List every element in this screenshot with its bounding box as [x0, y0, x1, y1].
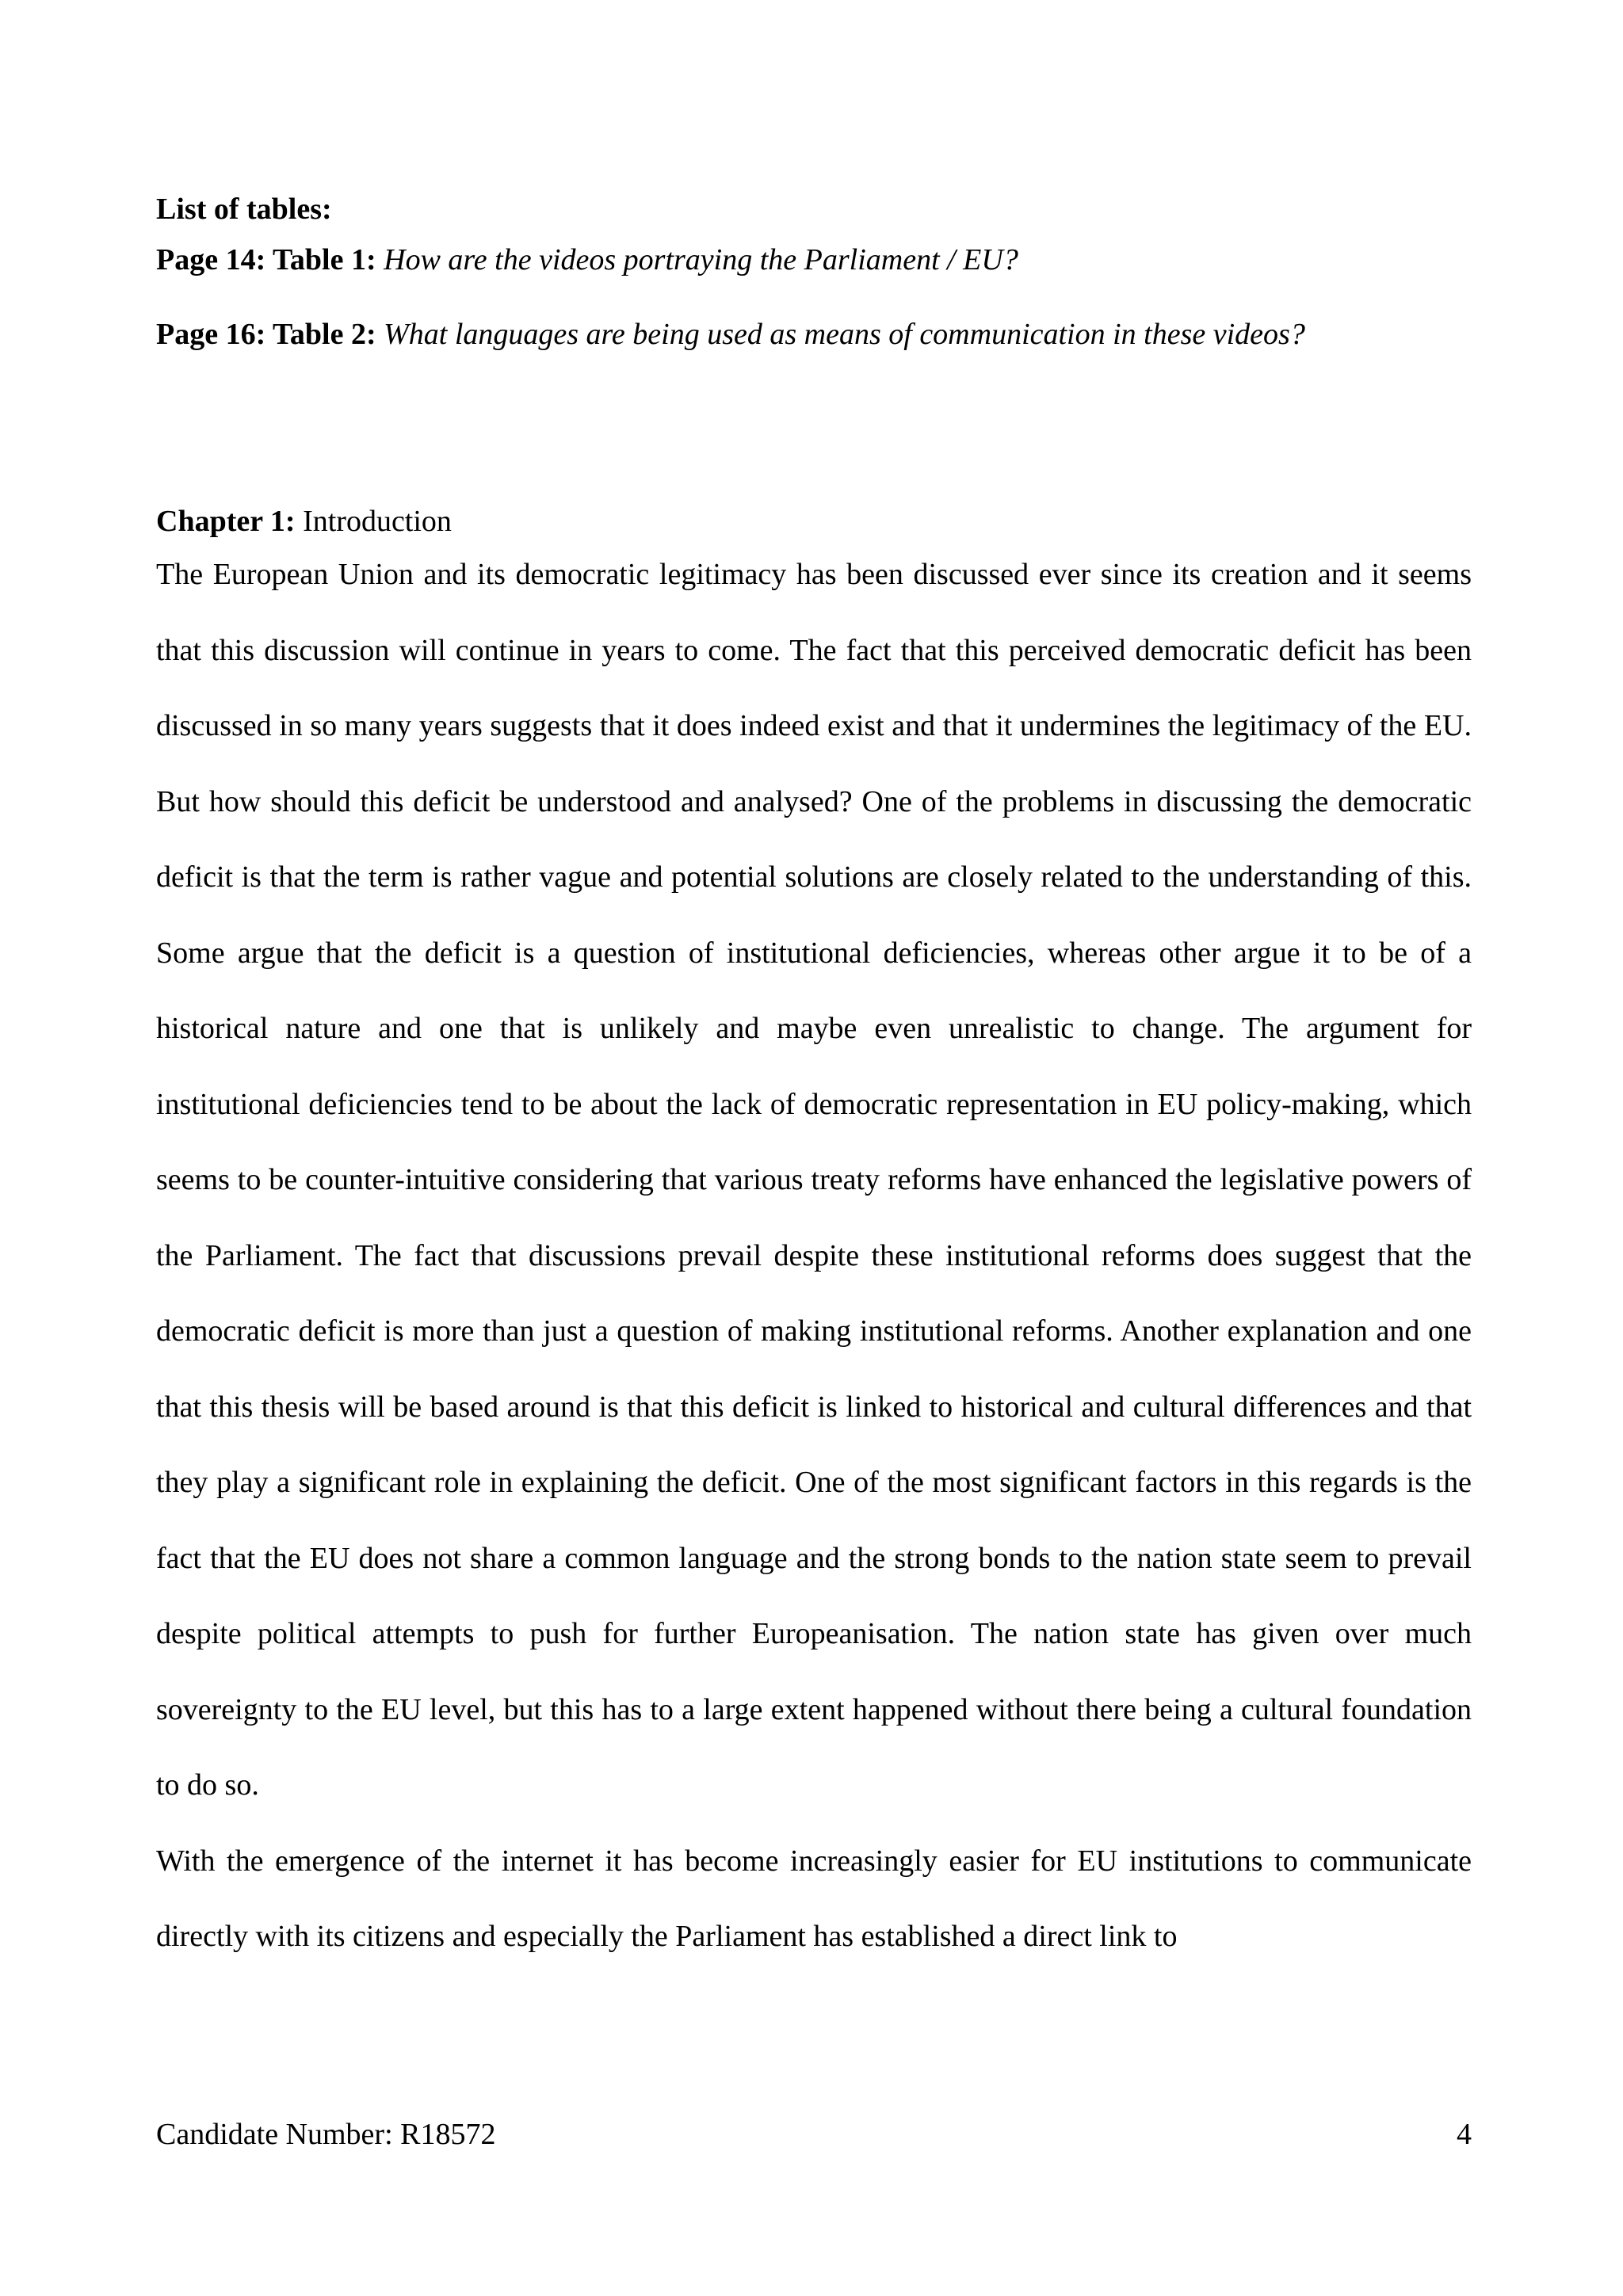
list-of-tables-heading: List of tables:	[156, 193, 332, 226]
table-entry-1-page-label: Page 14: Table 1:	[156, 243, 376, 277]
chapter-title: Introduction	[303, 505, 452, 538]
page-number: 4	[1457, 2118, 1472, 2151]
list-of-tables	[156, 184, 1472, 360]
paragraph-2: With the emergence of the internet it has become increasingly easier for EU institutions to communicate directly with its citizens and especially the Parliament has established a direct link to	[156, 1844, 1472, 1953]
chapter-label: Chapter 1:	[156, 505, 296, 538]
table-entry-1-title: How are the videos portraying the Parliament / EU?	[384, 243, 1018, 277]
page-footer	[156, 2111, 1472, 2158]
table-entry-2-title: What languages are being used as means of communication in these videos?	[384, 318, 1305, 351]
table-entry-2	[156, 309, 1472, 360]
candidate-number: Candidate Number: R18572	[156, 2118, 496, 2151]
table-entry-2-page-label: Page 16: Table 2:	[156, 318, 376, 351]
table-entry-1	[156, 235, 1472, 285]
paragraph-1: The European Union and its democratic legitimacy has been discussed ever since its creation and it seems that this discussion will continue in years to come. The fact that this perceived democratic deficit has been discussed in so many years suggests that it does indeed exist and that it undermines the legitimacy of the EU. But how should this deficit be understood and analysed? One of the problems in discussing the democratic deficit is that the term is rather vague and potential solutions are closely related to the understanding of this. Some argue that the deficit is a question of institutional deficiencies, whereas other argue it to be of a historical nature and one that is unlikely and maybe even unrealistic to change. The argument for institutional deficiencies tend to be about the lack of democratic representation in EU policy-making, which seems to be counter-intuitive considering that various treaty reforms have enhanced the legislative powers of the Parliament. The fact that discussions prevail despite these institutional reforms does suggest that the democratic deficit is more than just a question of making institutional reforms. Another explanation and one that this thesis will be based around is that this deficit is linked to historical and cultural differences and that they play a significant role in explaining the deficit. One of the most significant factors in this regards is the fact that the EU does not share a common language and the strong bonds to the nation state seem to prevail despite political attempts to push for further Europeanisation. The nation state has given over much sovereignty to the EU level, but this has to a large extent happened without there being a cultural foundation to do so.	[156, 558, 1472, 1802]
chapter-1	[156, 496, 1472, 1975]
